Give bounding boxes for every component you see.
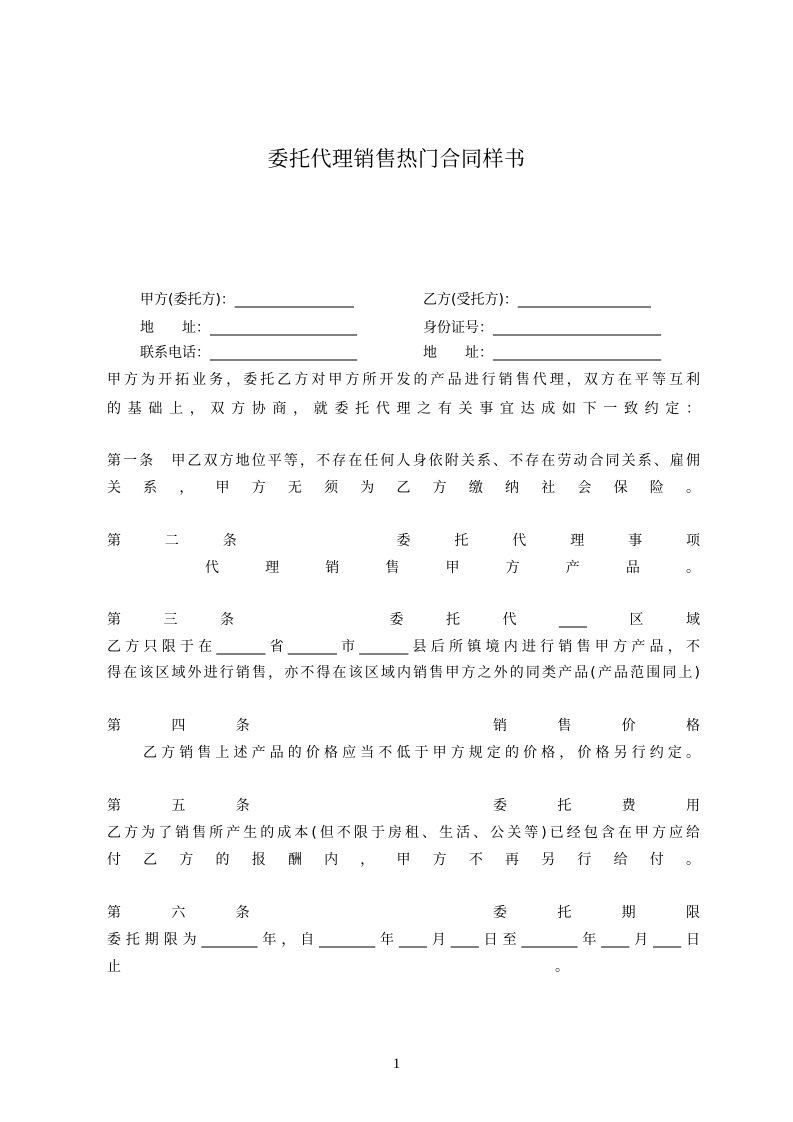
party-b-id-number: 身份证号：________________________ xyxy=(423,320,661,336)
party-b-name: 乙方(受托方)：___________________ xyxy=(423,292,651,308)
article-1-line-1: 第一条 甲乙双方地位平等，不存在任何人身依附关系、不存在劳动合同关系、雇佣 xyxy=(107,453,700,469)
article-1-line-2: 关系，甲方无须为乙方缴纳社会保险。 xyxy=(107,480,700,496)
party-a-phone: 联系电话：_____________________ xyxy=(140,345,357,361)
party-a-name: 甲方(委托方)：_________________ xyxy=(140,292,354,308)
document-title: 委托代理销售热门合同样书 xyxy=(267,147,526,171)
article-4-body: 乙方销售上述产品的价格应当不低于甲方规定的价格，价格另行约定。 xyxy=(143,745,700,761)
article-5-line-2: 付乙方的报酬内，甲方不再另行给付。 xyxy=(107,852,700,868)
page-number: 1 xyxy=(392,1056,401,1072)
article-6-line-2: 止 。 xyxy=(107,959,569,975)
preamble-line-1: 甲方为开拓业务，委托乙方对甲方所开发的产品进行销售代理，双方在平等互利 xyxy=(107,372,700,388)
article-6-line-1: 委托期限为________年，自________年____月____日至________年____月____日 xyxy=(107,932,700,948)
party-a-address: 地 址：_____________________ xyxy=(140,320,357,336)
article-3-line-1: 乙方只限于在_______省_______市_______县后所镇境内进行销售甲方产品，不 xyxy=(107,639,700,655)
article-6-heading: 第六条 委托期限 xyxy=(107,905,700,921)
article-5-heading: 第五条 委托费用 xyxy=(107,798,700,814)
article-3-line-2: 得在该区域外进行销售，亦不得在该区域内销售甲方之外的同类产品(产品范围同上) xyxy=(107,665,700,681)
preamble-line-2: 的基础上，双方协商，就委托代理之有关事宜达成如下一致约定： xyxy=(107,401,700,417)
article-3-heading: 第三条 委托代____区域 xyxy=(107,612,700,628)
article-2-heading: 第二条 委托代理事项 xyxy=(107,533,700,549)
article-5-line-1: 乙方为了销售所产生的成本(但不限于房租、生活、公关等)已经包含在甲方应给 xyxy=(107,825,700,841)
party-b-address: 地 址：________________________ xyxy=(423,345,661,361)
article-2-body: 代理销售甲方产品。 xyxy=(205,560,700,576)
article-4-heading: 第四条 销售价格 xyxy=(107,718,700,734)
